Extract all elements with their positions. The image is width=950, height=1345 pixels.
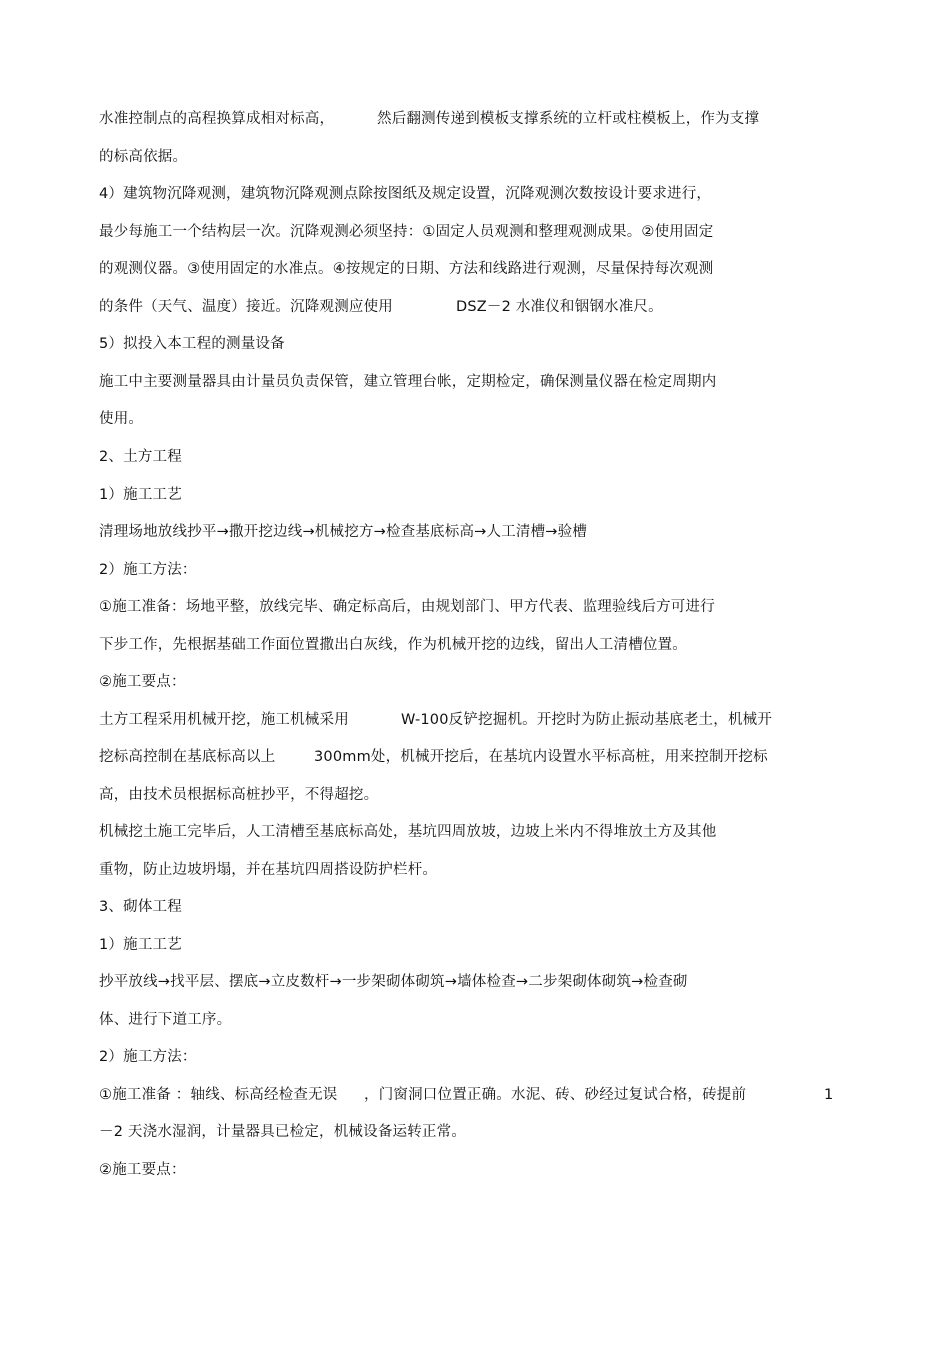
text-segment: 1 (824, 1087, 834, 1103)
text-line: 2）施工方法： (99, 562, 197, 578)
text-line: －2 天浇水湿润，计量器具已检定，机械设备运转正常。 (99, 1124, 467, 1140)
text-line: 最少每施工一个结构层一次。沉降观测必须坚持：①固定人员观测和整理观测成果。②使用固定 (99, 224, 714, 240)
text-segment: 水准控制点的高程换算成相对标高， (99, 111, 335, 127)
text-segment: 的条件（天气、温度）接近。沉降观测应使用 (99, 299, 393, 315)
text-segment: W-100反铲挖掘机。开挖时为防止振动基底老土，机械开 (401, 712, 773, 728)
text-segment: 挖标高控制在基底标高以上 (99, 749, 276, 765)
text-line: 施工中主要测量器具由计量员负责保管，建立管理台帐，定期检定，确保测量仪器在检定周期内 (99, 374, 717, 390)
text-segment: DSZ－2 水准仪和铟钢水准尺。 (456, 299, 663, 315)
text-line: 1）施工工艺 (99, 937, 182, 953)
text-line: ②施工要点： (99, 674, 186, 690)
text-line: 的观测仪器。③使用固定的水准点。④按规定的日期、方法和线路进行观测，尽量保持每次观测 (99, 261, 714, 277)
text-line: 机械挖土施工完毕后，人工清槽至基底标高处，基坑四周放坡，边坡上米内不得堆放土方及其他 (99, 824, 717, 840)
text-line: 重物，防止边坡坍塌，并在基坑四周搭设防护栏杆。 (99, 862, 438, 878)
text-line: 的标高依据。 (99, 149, 188, 165)
text-segment: 然后翻测传递到模板支撑系统的立杆或柱模板上，作为支撑 (377, 111, 760, 127)
text-line: ②施工要点： (99, 1162, 186, 1178)
section-heading: 3、砌体工程 (99, 899, 182, 915)
text-line: ①施工准备：场地平整，放线完毕、确定标高后，由规划部门、甲方代表、监理验线后方可进行 (99, 599, 715, 615)
text-line: 下步工作，先根据基础工作面位置撒出白灰线，作为机械开挖的边线，留出人工清槽位置。 (99, 637, 687, 653)
text-line: 5）拟投入本工程的测量设备 (99, 336, 285, 352)
text-line: 1）施工工艺 (99, 487, 182, 503)
text-line: 2）施工方法： (99, 1049, 197, 1065)
section-heading: 2、土方工程 (99, 449, 182, 465)
text-segment: 300mm处，机械开挖后，在基坑内设置水平标高桩，用来控制开挖标 (314, 749, 768, 765)
text-segment: ①施工准备 ：轴线、标高经检查无误 (99, 1087, 338, 1103)
text-line: 高，由技术员根据标高桩抄平，不得超挖。 (99, 787, 379, 803)
text-segment: 土方工程采用机械开挖，施工机械采用 (99, 712, 349, 728)
text-segment: ，门窗洞口位置正确。水泥、砖、砂经过复试合格，砖提前 (364, 1087, 747, 1103)
text-line: 体、进行下道工序。 (99, 1012, 232, 1028)
text-line: 清理场地放线抄平→撒开挖边线→机械挖方→检查基底标高→人工清槽→验槽 (99, 524, 588, 540)
text-line: 4）建筑物沉降观测，建筑物沉降观测点除按图纸及规定设置，沉降观测次数按设计要求进行， (99, 186, 712, 202)
text-line: 抄平放线→找平层、摆底→立皮数杆→一步架砌体砌筑→墙体检查→二步架砌体砌筑→检查砌 (99, 974, 688, 990)
text-line: 使用。 (99, 411, 144, 427)
